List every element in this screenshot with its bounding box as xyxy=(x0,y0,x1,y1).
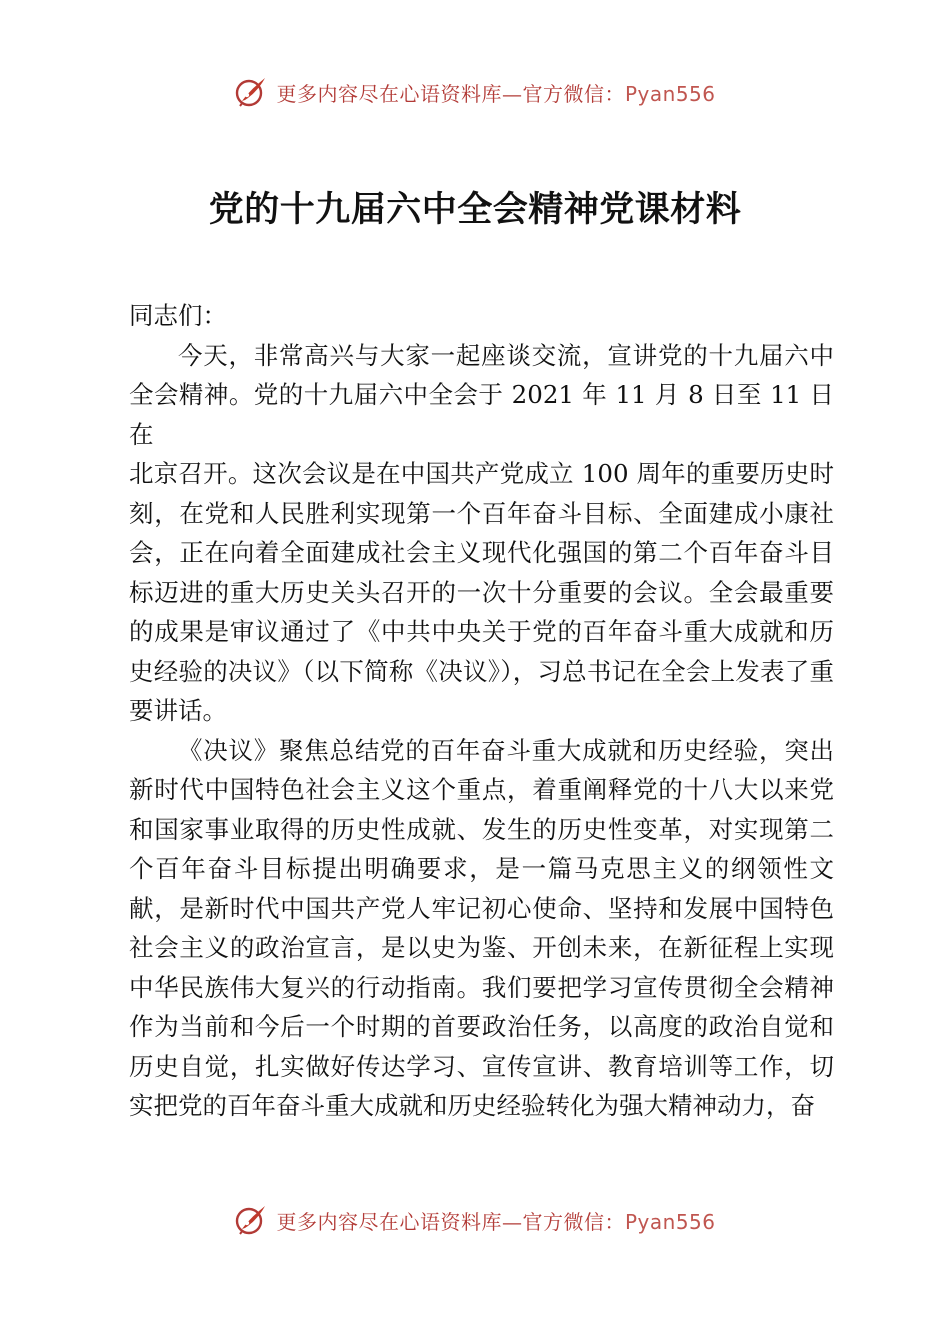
document-body xyxy=(129,296,834,1126)
quill-logo-icon xyxy=(234,1203,268,1237)
wechat-id: Pyan556 xyxy=(624,1209,716,1234)
paragraph-1a: 今天，非常高兴与大家一起座谈交流，宣讲党的十九届六中全会精神。党的十九届六中全会于 2021 年 11 月 8 日至 11 日在 xyxy=(129,340,834,449)
wechat-id: Pyan556 xyxy=(624,81,716,106)
quill-logo-icon xyxy=(234,75,268,109)
banner-text: 更多内容尽在心语资料库—官方微信：Pyan556 xyxy=(276,1209,716,1234)
salutation: 同志们： xyxy=(129,301,227,330)
banner-text: 更多内容尽在心语资料库—官方微信：Pyan556 xyxy=(276,81,716,106)
paragraph-1b: 北京召开。这次会议是在中国共产党成立 100 周年的重要历史时刻，在党和人民胜利实现第一个百年奋斗目标、全面建成小康社会，正在向着全面建成社会主义现代化强国的第二个百年奋斗目标迈进的重大历史关头召开的一次十分重要的会议。全会最重要的成果是审议通过了《中共中央关于党的百年奋斗重大成就和历史经验的决议》（以下简称《决议》），习总书记在全会上发表了重要讲话。 xyxy=(129,459,834,725)
document-title: 党的十九届六中全会精神党课材料 xyxy=(208,190,742,230)
header-banner xyxy=(0,72,950,112)
footer-banner xyxy=(0,1200,950,1240)
paragraph-2: 《决议》聚焦总结党的百年奋斗重大成就和历史经验，突出新时代中国特色社会主义这个重点，着重阐释党的十八大以来党和国家事业取得的历史性成就、发生的历史性变革，对实现第二个百年奋斗目标提出明确要求，是一篇马克思主义的纲领性文献，是新时代中国共产党人牢记初心使命、坚持和发展中国特色社会主义的政治宣言，是以史为鉴、开创未来，在新征程上实现中华民族伟大复兴的行动指南。我们要把学习宣传贯彻全会精神作为当前和今后一个时期的首要政治任务，以高度的政治自觉和历史自觉，扎实做好传达学习、宣传宣讲、教育培训等工作，切实把党的百年奋斗重大成就和历史经验转化为强大精神动力，奋 xyxy=(129,735,834,1120)
